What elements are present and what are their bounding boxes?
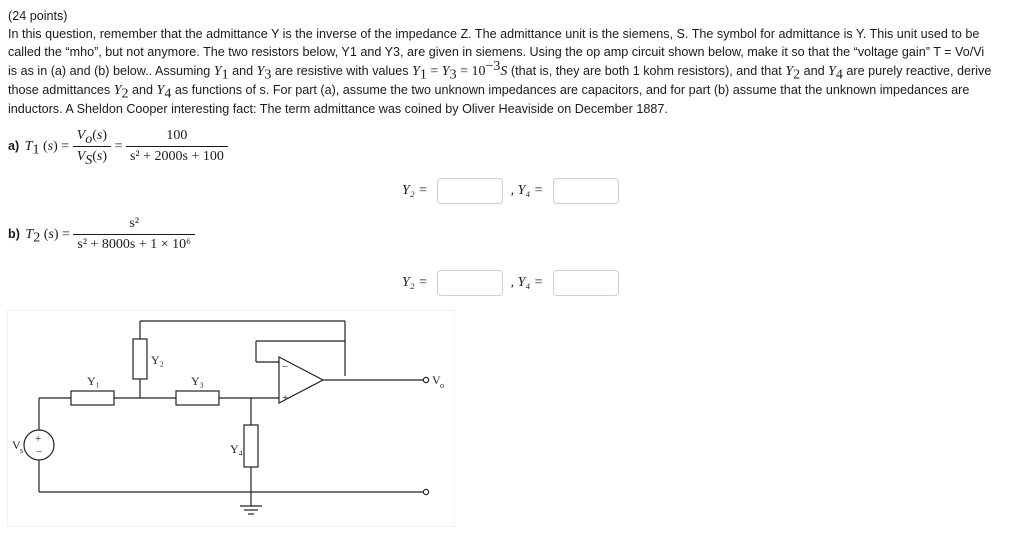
label-vo-sub: o <box>440 381 444 390</box>
part-b-label: b) <box>8 226 20 241</box>
part-a-y2-label: Y₂ = <box>402 183 428 198</box>
part-a-y4-input[interactable] <box>553 178 619 204</box>
label-vs: V <box>12 438 21 452</box>
question-line-4: those admittances $Y_2$ and $Y_4$ as functions of s. For part (a), assume the two unknown impedances are capacitors, and for part (b) assume that the unknown impedances are <box>8 82 970 102</box>
part-b-y4-input[interactable] <box>553 270 619 296</box>
part-a-label: a) <box>8 138 20 153</box>
part-a-numerator: 100 <box>126 128 228 147</box>
label-vs-sub: s <box>20 446 24 455</box>
source-minus: − <box>36 446 43 458</box>
resistor-y1 <box>71 391 114 405</box>
question-line-2: called the “mho”, but not anymore. The two resistors below, Y1 and Y3, are given in siemens. Using the op amp circuit shown below, make it so that the “voltage gain” T = Vo/Vi <box>8 45 985 60</box>
question-line-1: In this question, remember that the admittance Y is the inverse of the impedance Z. The admittance unit is the siemens, S. The symbol for admittance is Y. This unit used to be <box>8 27 980 42</box>
part-b-y2-label: Y₂ = <box>402 275 428 290</box>
part-b-denominator: s² + 8000s + 1 × 10⁶ <box>77 237 192 252</box>
part-b-transfer-fraction <box>73 216 195 253</box>
circuit-svg <box>8 311 454 526</box>
question-line-3: is as in (a) and (b) below.. Assuming $Y_1$ and $Y_3$ are resistive with values $Y_1 = Y_3 = 10^{-3}S$ (that is, they are both 1 kohm resistors), and that $Y_2$ and $Y_4$ are purely reactive, derive <box>8 58 992 83</box>
question-text <box>8 7 1020 118</box>
label-y2: Y₂ <box>151 353 164 367</box>
part-b-y4-label: , Y₄ = <box>510 275 544 290</box>
question-line-5: inductors. A Sheldon Cooper interesting fact: The term admittance was coined by Oliver Heaviside on December 1887. <box>8 102 668 117</box>
part-a-transfer-fraction <box>126 128 228 165</box>
admittance-y2 <box>133 339 147 379</box>
label-vo: V <box>432 373 441 387</box>
part-b-y2-input[interactable] <box>437 270 503 296</box>
op-amp-circuit-diagram <box>7 310 455 527</box>
opamp-plus: + <box>282 392 289 404</box>
opamp-minus: − <box>282 361 289 373</box>
part-a-denominator: s² + 2000s + 100 <box>129 149 224 164</box>
part-a-equation: a) $T_1$ (s) = $\frac{V_o(s)}{V_S(s)}$ = $\frac{100}{\text{s² + 2000s + 100}}$ <box>8 128 228 165</box>
part-a-y4-label: , Y₄ = <box>510 183 544 198</box>
part-a-ratio: $\frac{V_o(s)}{V_S(s)}$ <box>73 128 111 165</box>
resistor-y3 <box>176 391 219 405</box>
part-b-numerator: s² <box>73 216 195 235</box>
output-terminal <box>423 377 428 382</box>
admittance-y4 <box>244 425 258 467</box>
part-b-answers <box>402 270 619 296</box>
label-y3: Y₃ <box>191 374 204 388</box>
part-a-y2-input[interactable] <box>437 178 503 204</box>
ground-terminal <box>423 489 428 494</box>
part-a-answers <box>402 178 619 204</box>
label-y4: Y₄ <box>230 442 243 456</box>
source-plus: + <box>35 433 42 445</box>
part-b-equation: b) $T_2$ (s) = $\frac{\text{s²}}{\text{s² + 8000s + 1 × 10⁶}}$ <box>8 216 195 253</box>
label-y1: Y₁ <box>87 374 100 388</box>
points-label: (24 points) <box>8 9 68 23</box>
